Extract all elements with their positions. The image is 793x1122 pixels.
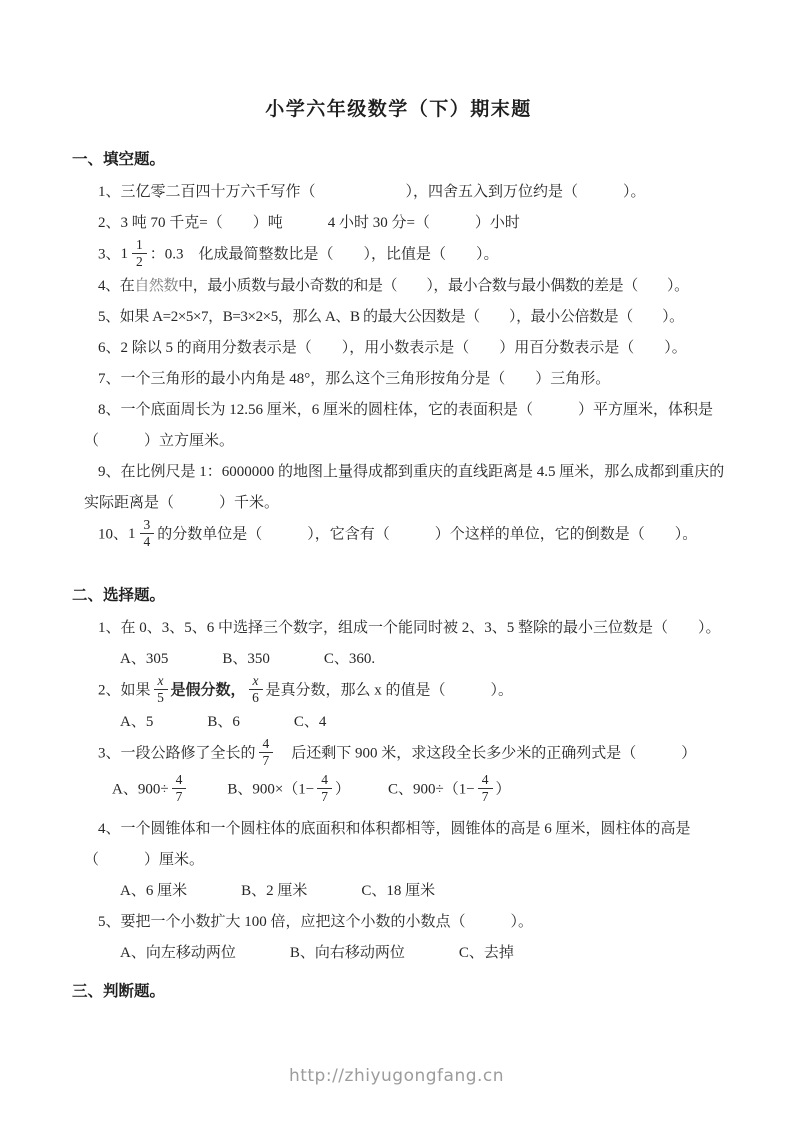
fraction-numerator: 4 (317, 772, 332, 789)
fraction (478, 772, 493, 804)
s2-q2-options (72, 707, 725, 738)
exam-content (72, 94, 725, 1009)
s2-q4-options (72, 876, 725, 907)
option-a (112, 774, 189, 806)
option-b-close-paren: ） (335, 781, 351, 798)
footer-watermark-url: http://zhiyugongfang.cn (288, 1066, 505, 1086)
fraction-denominator: 7 (262, 752, 270, 768)
s2-question-1: 1、在 0、3、5、6 中选择三个数字，组成一个能同时被 2、3、5 整除的最小三位数是（ ）。 (98, 620, 721, 637)
s1-q10-mixed-whole: 1 (128, 526, 136, 543)
option-a: A、向左移动两位 (120, 945, 236, 962)
option-c: C、18 厘米 (361, 883, 436, 900)
s1-question-7: 7、一个三角形的最小内角是 48°，那么这个三角形按角分是（ ）三角形。 (98, 371, 611, 388)
option-c-label: C、 (388, 781, 414, 798)
option-b: B、2 厘米 (241, 883, 308, 900)
s2-q3-pre: 3、一段公路修了全长的 (98, 745, 256, 762)
fraction-denominator: 7 (175, 788, 183, 804)
option-c: C、4 (293, 714, 327, 731)
s2-q2-pre: 2、如果 (98, 682, 151, 699)
s1-question-4 (72, 271, 725, 302)
option-b (227, 774, 350, 806)
section2-heading: 二、选择题。 (72, 587, 166, 605)
s2-question-2 (72, 675, 725, 707)
option-a: A、305 (120, 651, 169, 668)
s2-q2-text: 是真分数，那么 x 的值是（ ）。 (265, 682, 514, 699)
s1-q4-text: 中，最小质数与最小奇数的和是（ ），最小合数与最小偶数的差是（ ）。 (178, 278, 689, 295)
fraction-numerator: 4 (259, 736, 274, 753)
fraction-denominator: 7 (481, 788, 489, 804)
s1-q3-ratio: ：0.3 (149, 246, 184, 263)
fraction-numerator: 3 (140, 517, 155, 534)
option-b: B、6 (207, 714, 240, 731)
s1-question-9: 9、在比例尺是 1：6000000 的地图上量得成都到重庆的直线距离是 4.5 厘米，那么成都到重庆的实际距离是（ ）千米。 (84, 464, 725, 512)
s2-q5-options (72, 938, 725, 969)
s1-question-5: 5、如果 A=2×5×7，B=3×2×5，那么 A、B 的最大公因数是（ ），最小公倍数是（ ）。 (98, 309, 684, 326)
fraction-numerator: x (249, 673, 263, 690)
s1-q3-text: 化成最简整数比是（ ），比值是（ ）。 (183, 246, 499, 263)
s1-question-1: 1、三亿零二百四十万六千写作（ ），四舍五入到万位约是（ ）。 (98, 184, 646, 200)
option-b: B、350 (222, 651, 270, 668)
section1-heading: 一、填空题。 (72, 151, 166, 168)
option-b: B、向右移动两位 (289, 945, 405, 962)
s2-question-3 (72, 738, 725, 770)
option-a: A、5 (120, 714, 154, 731)
fraction-denominator: 4 (143, 533, 151, 549)
option-a-label: A、 (112, 781, 138, 798)
fraction-numerator: 4 (172, 772, 187, 789)
s1-question-6: 6、2 除以 5 的商用分数表示是（ ），用小数表示是（ ）用百分数表示是（ ）。 (98, 340, 687, 357)
option-c-expression: 900÷（1− (413, 781, 475, 798)
fraction-denominator: 5 (157, 689, 164, 705)
s2-q3-text: 后还剩下 900 米，求这段全长多少米的正确列式是（ ） (276, 745, 697, 762)
option-b-label: B、 (227, 781, 253, 798)
s1-q10-label: 10、 (98, 526, 129, 543)
s1-question-3 (72, 239, 725, 271)
fraction-denominator: 6 (252, 689, 259, 705)
s1-question-2: 2、3 吨 70 千克=（ ）吨 4 小时 30 分=（ ）小时 (98, 215, 520, 231)
s1-q3-label: 3、 (98, 246, 121, 263)
fraction-denominator: 2 (136, 253, 143, 269)
fraction (140, 517, 155, 549)
option-c: C、去掉 (458, 945, 514, 962)
fraction (249, 673, 263, 705)
s2-q3-options (72, 774, 725, 806)
s1-q4-pre: 4、在 (98, 278, 135, 295)
s2-question-4: 4、一个圆锥体和一个圆柱体的底面积和体积都相等，圆锥体的高是 6 厘米，圆柱体的高是（ ）厘米。 (84, 821, 691, 869)
section3-heading: 三、判断题。 (72, 983, 166, 1001)
s1-question-8: 8、一个底面周长为 12.56 厘米，6 厘米的圆柱体，它的表面积是（ ）平方厘米，体积是（ ）立方厘米。 (84, 402, 714, 450)
option-a-expression: 900÷ (137, 781, 169, 798)
s1-q4-faded-word: 自然数 (134, 278, 179, 295)
option-a: A、6 厘米 (120, 883, 188, 900)
fraction (259, 736, 274, 768)
option-c (388, 774, 510, 806)
option-b-expression: 900×（1− (252, 781, 315, 798)
fraction (154, 673, 168, 705)
fraction-numerator: 1 (132, 237, 147, 254)
fraction-denominator: 7 (321, 788, 329, 804)
s2-q2-bold-phrase: 是假分数， (170, 682, 246, 699)
option-c-close-paren: ） (495, 781, 511, 798)
fraction (172, 772, 187, 804)
s2-q1-options (72, 644, 725, 675)
fraction (317, 772, 332, 804)
fraction-numerator: x (154, 673, 168, 690)
fraction-numerator: 4 (478, 772, 493, 789)
option-c: C、360. (323, 651, 376, 668)
page-title: 小学六年级数学（下）期末题 (265, 99, 532, 120)
fraction (132, 237, 147, 269)
s1-q10-text: 的分数单位是（ ），它含有（ ）个这样的单位，它的倒数是（ ）。 (157, 526, 698, 543)
s1-q3-mixed-whole: 1 (120, 246, 129, 263)
s1-question-10 (72, 519, 725, 551)
s2-question-5: 5、要把一个小数扩大 100 倍，应把这个小数的小数点（ ）。 (98, 914, 534, 931)
